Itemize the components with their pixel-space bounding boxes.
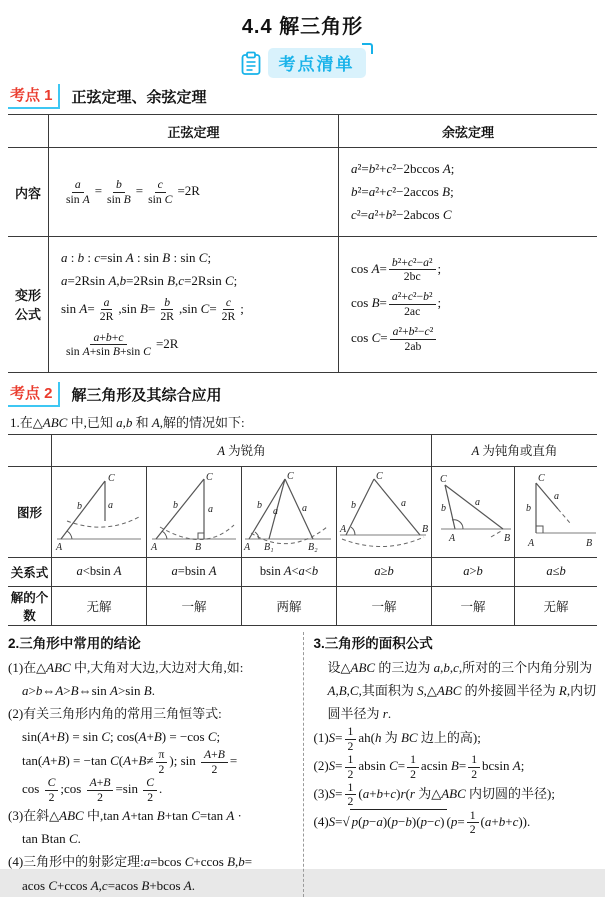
page-title: 4.4 解三角形 [241, 16, 364, 38]
clipboard-icon [240, 51, 262, 76]
relation-row [8, 557, 597, 586]
badge-row [8, 48, 597, 78]
note-line: (2)有关三角形内角的常用三角恒等式: [8, 706, 222, 722]
note-line: tan(A+B) = −tan C(A+B≠ $\frac{\pi}{2}$ ); sin $\frac{A+B}{2}$ = [22, 748, 238, 776]
relation-cell: a<bsin A [52, 557, 147, 586]
table1-header-row [8, 115, 597, 148]
badge-label-text: 考点清单 [278, 55, 355, 74]
sine-content-formula: $\frac{a}{\text{sin A}}$ = $\frac{b}{\text{sin B}}$ = $\frac{c}{\text{sin C}}$ =2R [49, 148, 339, 237]
vertex-label: A [528, 537, 535, 549]
count-cell: 一解 [432, 586, 515, 625]
table1-cosine-header: 余弦定理 [339, 115, 598, 148]
note-line: (3)在斜△ABC 中,tan A+tan B+tan C=tan A · [8, 808, 242, 824]
vertex-label: C [538, 472, 545, 484]
obtuse-header: A 为钝角或直角 [432, 434, 598, 466]
formula-line: $\frac{a+b+c}{\text{sin A+sin B+sin C}}$ =2R [66, 330, 179, 359]
count-cell: 一解 [147, 586, 242, 625]
vertex-label: B [504, 532, 511, 544]
vertex-label: B [586, 537, 593, 549]
figure-one-solution-a-ge-b [337, 466, 432, 557]
triangle-figure-3 [243, 470, 335, 554]
figure-obtuse-one-solution [432, 466, 515, 557]
table2-header-row [8, 434, 597, 466]
table1-corner-cell [8, 115, 49, 148]
cosine-transform-formulas [339, 237, 598, 373]
kaodian1-label: 考点 1 [8, 84, 60, 109]
side-label: a [208, 503, 213, 515]
figure-one-solution-tangent [147, 466, 242, 557]
relation-row-label: 关系式 [10, 565, 49, 580]
notes-section [8, 632, 597, 897]
badge-label [268, 48, 366, 78]
conclusions-heading: 2.三角形中常用的结论 [8, 635, 141, 651]
side-label: a [302, 502, 307, 514]
side-label: b [173, 499, 178, 511]
formula-line: b²=a²+c²−2accos B; [351, 184, 454, 199]
note-line: cos $\frac{C}{2}$ ;cos $\frac{A+B}{2}$ =sin $\frac{C}{2}$ . [22, 776, 163, 804]
vertex-label: C [206, 471, 213, 483]
side-label: a [401, 497, 406, 509]
relation-cell: bsin A<a<b [242, 557, 337, 586]
side-label: a [554, 490, 559, 502]
formula-line: cos A= $\frac{\text{b²+c²−a²}}{2bc}$ ; [351, 255, 442, 283]
table2-corner-cell [8, 434, 52, 466]
sine-transform-formulas [49, 237, 339, 373]
side-label: b [77, 500, 82, 512]
side-label: a [108, 499, 113, 511]
vertex-label: C [108, 472, 115, 484]
formula-line: a=2Rsin A,b=2Rsin B,c=2Rsin C; [61, 273, 238, 288]
content-row-label: 内容 [14, 185, 41, 201]
triangle-figure-6 [516, 470, 596, 554]
vertex-label: A [340, 523, 347, 535]
formula-line: a : b : c=sin A : sin B : sin C; [61, 250, 212, 265]
table1-content-row [8, 148, 597, 237]
key-points-badge [240, 48, 366, 78]
note-line: a>b⇔A>B⇔sin A>sin B. [22, 682, 155, 698]
count-cell: 无解 [515, 586, 598, 625]
triangle-figure-5 [433, 470, 513, 554]
side-label: b [351, 499, 356, 511]
acute-header: A 为锐角 [52, 434, 432, 466]
table1-sine-header: 正弦定理 [49, 115, 339, 148]
kaodian2-title: 解三角形及其综合应用 [71, 386, 222, 404]
vertex-label: B [195, 541, 202, 553]
note-line: sin(A+B) = sin C; cos(A+B) = −cos C; [22, 729, 221, 745]
kaodian2-label: 考点 2 [8, 382, 60, 407]
figure-row-label: 图形 [16, 505, 42, 520]
note-line: acos C+ccos A,c=acos B+bcos A. [22, 877, 195, 893]
note-line: tan Btan C. [22, 831, 81, 847]
note-line: (4)三角形中的射影定理:a=bcos C+ccos B,b= [8, 854, 253, 870]
formula-line: c²=a²+b²−2abcos C [351, 207, 452, 222]
side-label: b [526, 502, 531, 514]
common-conclusions-column [8, 632, 303, 897]
vertex-label: B₂ [308, 541, 318, 553]
triangle-figure-4 [338, 470, 430, 554]
formula-line: sin A= $\frac{a}{2R}$ ,sin B= $\frac{b}{2R}$ ,sin C= $\frac{c}{2R}$ ; [61, 296, 244, 324]
area-heading: 3.三角形的面积公式 [313, 635, 433, 651]
count-cell: 一解 [337, 586, 432, 625]
figure-right-angle-no-solution [515, 466, 598, 557]
vertex-label: A [151, 541, 158, 553]
sine-cosine-table [8, 114, 597, 373]
figure-row [8, 466, 597, 557]
vertex-label: A [56, 541, 63, 553]
area-formula: (3)S= $\frac{1}{2}$ (a+b+c)r(r 为△ABC 内切圆的半径); [313, 781, 555, 809]
vertex-label: A [449, 532, 456, 544]
kaodian1-header [8, 84, 597, 109]
table1-transform-row [8, 237, 597, 373]
count-row-label: 解的个数 [10, 590, 49, 623]
triangle-cases-intro: 1.在△ABC 中,已知 a,b 和 A,解的情况如下: [10, 414, 245, 430]
vertex-label: C [287, 470, 294, 482]
count-cell: 两解 [242, 586, 337, 625]
kaodian1-title: 正弦定理、余弦定理 [71, 89, 207, 106]
badge-corner-fold [362, 43, 373, 54]
triangle-figure-1 [53, 470, 145, 554]
side-label: a [475, 496, 480, 508]
note-line: (1)在△ABC 中,大角对大边,大边对大角,如: [8, 659, 244, 675]
side-label: b [441, 502, 446, 514]
area-formula: (1)S= $\frac{1}{2}$ ah(h 为 BC 边上的高); [313, 725, 481, 753]
vertex-label: C [376, 470, 383, 482]
area-intro: 设△ABC 的三边为 a,b,c,所对的三个内角分别为 A,B,C,其面积为 S,△ABC 的外接圆半径为 R,内切圆半径为 r. [327, 659, 597, 722]
formula-line: a²=b²+c²−2bccos A; [351, 161, 455, 176]
count-cell: 无解 [52, 586, 147, 625]
cosine-content-formulas [339, 148, 598, 237]
vertex-label: B₁ [264, 541, 274, 553]
relation-cell: a=bsin A [147, 557, 242, 586]
formula-line: cos C= $\frac{\text{a²+b²−c²}}{2ab}$ [351, 325, 585, 353]
vertex-label: C [440, 473, 447, 485]
relation-cell: a≥b [337, 557, 432, 586]
vertex-label: B [422, 523, 429, 535]
solution-cases-table [8, 434, 597, 626]
side-label: a [273, 505, 278, 517]
figure-no-solution-acute [52, 466, 147, 557]
solution-count-row [8, 586, 597, 625]
formula-line: cos B= $\frac{\text{a²+c²−b²}}{2ac}$ ; [351, 290, 442, 318]
relation-cell: a≤b [515, 557, 598, 586]
area-formula: (2)S= $\frac{1}{2}$ absin C= $\frac{1}{2}$ acsin B= $\frac{1}{2}$ bcsin A; [313, 753, 525, 781]
side-label: b [257, 499, 262, 511]
vertex-label: A [244, 541, 251, 553]
relation-cell: a>b [432, 557, 515, 586]
area-formula: (4)S= √ p(p−a)(p−b)(p−c) (p= $\frac{1}{2}$ (a+b+c)). [313, 808, 531, 837]
kaodian2-header [8, 382, 597, 407]
triangle-figure-2 [148, 470, 240, 554]
transform-row-label: 变形公式 [14, 288, 41, 323]
figure-two-solutions [242, 466, 337, 557]
area-formulas-column [303, 632, 598, 897]
